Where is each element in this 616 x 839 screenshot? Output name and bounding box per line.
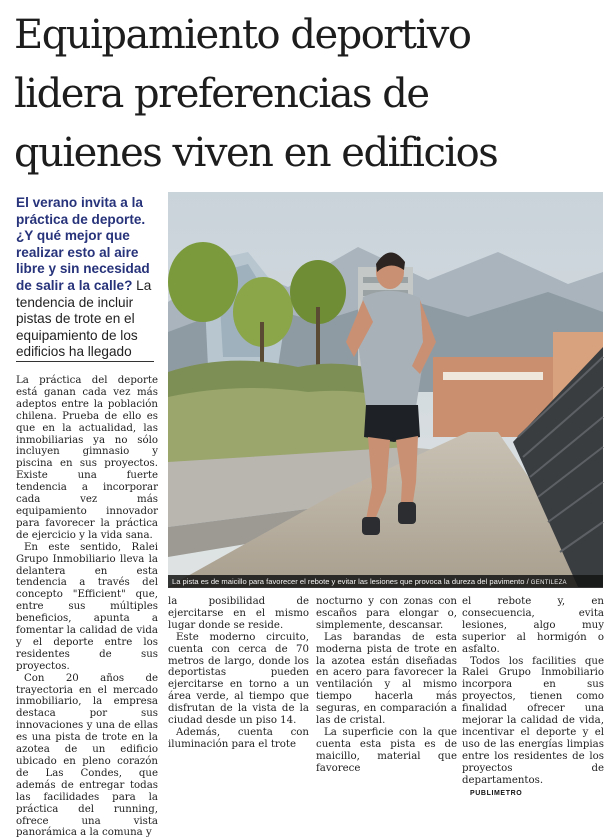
paragraph: La práctica del deporte está ganan cada vez más adeptos entre la población chilena. Prueba de ello es que en la actualidad, las inmobiliarias ya no sólo incluyen gimnasio y piscina en sus proyectos. Existe una fuerte tendencia a incorporar cada vez más equipamiento innovador para favorecer la práctica de ejercicio y la vida sana.	[16, 375, 158, 541]
lead-highlight: El verano invita a la práctica de deporte. ¿Y qué mejor que realizar esto al aire libre y sin necesidad de salir a la calle?	[16, 195, 150, 293]
headline-line: quienes viven en edificios	[14, 130, 498, 176]
paragraph: Además, cuenta con iluminación para el trote	[168, 726, 309, 750]
headline-line: Equipamiento deportivo	[14, 12, 471, 58]
lead-paragraph	[16, 195, 166, 361]
paragraph: Este moderno circuito, cuenta con cerca de 70 metros de largo, donde los deportistas pueden ejercitarse en torno a un área verde, al tiempo que disfrutan de la vista de la ciudad desde un piso 14.	[168, 631, 309, 727]
paragraph: Con 20 años de trayectoria en el mercado inmobiliario, la empresa destaca por sus innovaciones y una de ellas es una pista de trote en la azotea de un edificio ubicado en pleno corazón de Las Condes, que además de entregar todas las facilidades para la práctica del running, ofrece una vista panorámica a la comuna y	[16, 672, 158, 839]
article-column-2	[168, 596, 309, 751]
paragraph: La superficie con la que cuenta esta pista es de maicillo, material que favorece	[316, 726, 457, 774]
article-column-1	[16, 375, 158, 839]
photo-credit: GENTILEZA	[530, 580, 567, 586]
paragraph: En este sentido, Ralei Grupo Inmobiliario lleva la delantera en esta tendencia a través del concepto "Efficient" que, entre sus múltiples beneficios, apunta a fomentar la calidad de vida y el deporte entre los residentes de sus proyectos.	[16, 541, 158, 672]
headline	[14, 6, 606, 183]
paragraph: la posibilidad de ejercitarse en el mismo lugar donde se reside.	[168, 596, 309, 631]
photo-caption	[168, 575, 603, 588]
article-photo	[168, 192, 603, 587]
paragraph: nocturno y con zonas con escaños para elongar o, simplemente, descansar.	[316, 596, 457, 631]
publication-brand: PUBLIMETRO	[470, 789, 523, 797]
paragraph: Las barandas de esta moderna pista de trote en la azotea están diseñadas en acero para favorecer la ventilación y al mismo tiempo hacerla más seguras, en comparación a las de cristal.	[316, 631, 457, 727]
runner-photo-illustration	[168, 192, 603, 587]
headline-line: lidera preferencias de	[14, 71, 429, 117]
lead-text: La tendencia de incluir pistas de trote en el equipamiento de los edificios ha llegado	[16, 277, 152, 360]
paragraph: Todos los facilities que Ralei Grupo Inmobiliario incorpora en sus proyectos, tienen como finalidad ofrecer una mejorar la calidad de vida, incentivar el deporte y el uso de las energías limpias entre los residentes de los proyectos de departamentos.	[462, 655, 604, 786]
divider	[16, 361, 154, 362]
photo-caption-text: La pista es de maicillo para favorecer el rebote y evitar las lesiones que provoca la dureza del pavimento /	[172, 577, 531, 586]
article-column-4	[462, 596, 604, 799]
article-column-3	[316, 596, 457, 775]
paragraph: el rebote y, en consecuencia, evita lesiones, algo muy superior al hormigón o asfalto.	[462, 596, 604, 655]
